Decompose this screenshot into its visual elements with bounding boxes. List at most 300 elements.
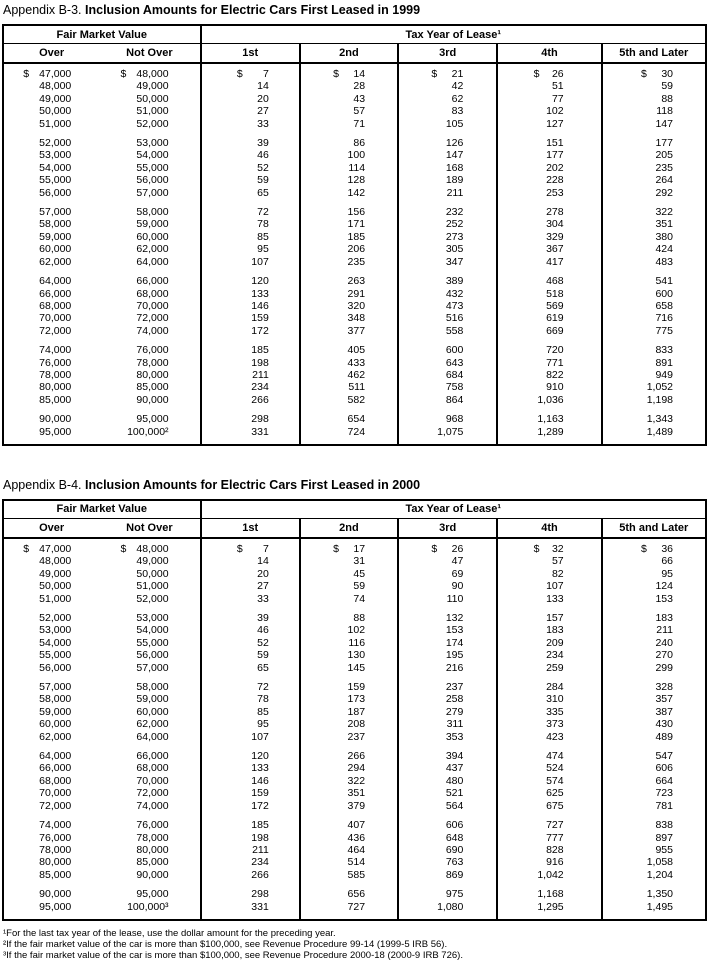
- cell-value: 771: [546, 356, 564, 369]
- cell-value: 72,000: [136, 787, 169, 800]
- cell-value: 65: [257, 186, 269, 199]
- cell: [3, 812, 99, 831]
- cell: [3, 706, 99, 718]
- cell: [398, 856, 497, 868]
- cell: [3, 187, 99, 199]
- cell: [99, 268, 200, 287]
- cell: [300, 800, 398, 812]
- cell-value: 59,000: [39, 230, 72, 243]
- cell-value: 208: [347, 718, 366, 731]
- cell-value: 822: [546, 368, 564, 381]
- dollar-sign: $: [641, 68, 647, 80]
- cell: [602, 731, 706, 743]
- cell: [3, 856, 99, 868]
- table-row: [3, 268, 706, 287]
- cell: [602, 357, 706, 369]
- cell-value: 59: [257, 174, 269, 187]
- cell: [300, 426, 398, 445]
- cell-value: 237: [445, 681, 464, 694]
- cell: [398, 63, 497, 80]
- cell: [398, 731, 497, 743]
- cell-value: 51,000: [39, 117, 72, 130]
- cell: [602, 105, 706, 117]
- cell: [300, 869, 398, 881]
- cell: [201, 118, 300, 130]
- cell: [497, 231, 601, 243]
- cell-value: 189: [445, 174, 464, 187]
- cell-value: 237: [347, 730, 366, 743]
- cell-value: 74,000: [136, 324, 169, 337]
- cell-value: 55,000: [136, 636, 169, 649]
- cell: [201, 580, 300, 592]
- cell: [201, 199, 300, 218]
- cell: [398, 381, 497, 393]
- cell: [3, 256, 99, 268]
- cell-value: 147: [445, 149, 464, 162]
- cell-value: 351: [347, 787, 366, 800]
- cell: [99, 406, 200, 425]
- cell-value: 558: [445, 324, 464, 337]
- cell: [602, 426, 706, 445]
- cell: [3, 406, 99, 425]
- cell-value: 432: [445, 287, 464, 300]
- cell-value: 45: [353, 567, 366, 580]
- cell: [201, 218, 300, 230]
- cell-value: 234: [251, 381, 269, 394]
- cell-value: 50,000: [39, 105, 72, 118]
- cell-value: 202: [546, 161, 564, 174]
- cell: [99, 300, 200, 312]
- table-row: [3, 369, 706, 381]
- table-body: [3, 538, 706, 920]
- cell: [201, 637, 300, 649]
- table-row: [3, 832, 706, 844]
- cell-value: 17: [353, 542, 366, 555]
- cell-value: 51,000: [39, 592, 72, 605]
- cell-value: 74,000: [39, 819, 72, 832]
- cell: [300, 812, 398, 831]
- cell: [300, 706, 398, 718]
- cell: [201, 312, 300, 324]
- cell: [201, 812, 300, 831]
- dollar-sign: $: [431, 68, 438, 80]
- cell-value: 55,000: [39, 649, 72, 662]
- cell-value: 80,000: [39, 381, 72, 394]
- cell: [201, 63, 300, 80]
- cell: [602, 268, 706, 287]
- cell: [497, 288, 601, 300]
- cell-value: 52,000: [136, 117, 169, 130]
- cell: [99, 624, 200, 636]
- cell-value: 133: [251, 762, 269, 775]
- cell-value: 52,000: [136, 592, 169, 605]
- cell: [99, 856, 200, 868]
- cell: [602, 174, 706, 186]
- cell: [300, 80, 398, 92]
- cell-value: 42: [451, 80, 464, 93]
- cell-value: 49,000: [39, 92, 72, 105]
- cell-value: 1,042: [537, 868, 564, 881]
- table-row: [3, 580, 706, 592]
- cell: [398, 624, 497, 636]
- cell-value: 864: [445, 393, 464, 406]
- cell-value: 62,000: [136, 243, 169, 256]
- cell-value: 320: [347, 299, 366, 312]
- cell: [300, 199, 398, 218]
- cell-value: 173: [347, 693, 366, 706]
- cell-value: 724: [347, 425, 366, 438]
- cell: [497, 80, 601, 92]
- cell: [99, 637, 200, 649]
- cell-value: 66,000: [136, 750, 169, 763]
- cell: [3, 357, 99, 369]
- cell: [201, 662, 300, 674]
- cell: [602, 369, 706, 381]
- dollar-sign: $: [23, 542, 30, 555]
- cell: [497, 637, 601, 649]
- cell-value: 95,000: [136, 413, 169, 426]
- cell: [300, 325, 398, 337]
- cell: [497, 312, 601, 324]
- cell-value: 216: [445, 661, 464, 674]
- cell: [497, 624, 601, 636]
- cell: [602, 901, 706, 920]
- cell-value: 39: [257, 137, 269, 150]
- cell: [398, 693, 497, 705]
- cell-value: 27: [257, 105, 269, 118]
- cell-value: 62,000: [136, 718, 169, 731]
- cell: [99, 426, 200, 445]
- cell: [398, 218, 497, 230]
- cell: [602, 187, 706, 199]
- cell-value: 1,036: [537, 393, 564, 406]
- cell: [497, 580, 601, 592]
- cell-value: 394: [445, 750, 464, 763]
- cell-value: 70,000: [39, 787, 72, 800]
- col-header-5th: 5th and Later: [602, 518, 706, 538]
- cell-value: 60,000: [136, 230, 169, 243]
- cell-value: 353: [445, 730, 464, 743]
- cell: [300, 881, 398, 900]
- cell: [398, 187, 497, 199]
- cell-value: 516: [445, 312, 464, 325]
- cell-value: 90,000: [136, 868, 169, 881]
- cell: [201, 300, 300, 312]
- cell-value: 54,000: [39, 636, 72, 649]
- cell-value: 30: [661, 68, 673, 80]
- cell-value: 1,075: [437, 425, 464, 438]
- cell: [300, 731, 398, 743]
- cell: [497, 268, 601, 287]
- cell-value: 474: [546, 750, 564, 763]
- cell: [99, 256, 200, 268]
- cell-value: 177: [655, 137, 673, 150]
- cell: [300, 162, 398, 174]
- cell-value: 168: [445, 161, 464, 174]
- cell-value: 49,000: [136, 555, 169, 568]
- cell: [602, 869, 706, 881]
- cell-value: 329: [546, 230, 564, 243]
- footnote-3: ³If the fair market value of the car is more than $100,000, see Revenue Procedure 2000-18 (2000-9 IRB 726).: [3, 949, 463, 961]
- cell-value: 763: [445, 856, 464, 869]
- cell-value: 86: [353, 137, 366, 150]
- cell: [201, 288, 300, 300]
- cell: [201, 426, 300, 445]
- cell-value: 49,000: [136, 80, 169, 93]
- cell-value: 50,000: [136, 92, 169, 105]
- cell-value: 145: [347, 661, 366, 674]
- cell: [497, 869, 601, 881]
- cell-value: 379: [347, 799, 366, 812]
- cell-value: 436: [347, 831, 366, 844]
- cell-value: 56,000: [39, 661, 72, 674]
- cell: [3, 881, 99, 900]
- cell-value: 1,163: [537, 413, 564, 426]
- cell: [602, 381, 706, 393]
- cell-value: 59: [353, 580, 366, 593]
- cell: [497, 357, 601, 369]
- col-header-1st: 1st: [201, 44, 300, 64]
- cell: [201, 369, 300, 381]
- cell: [398, 800, 497, 812]
- cell: [497, 256, 601, 268]
- table-row: [3, 787, 706, 799]
- table-row: [3, 162, 706, 174]
- cell-value: 72: [257, 206, 269, 219]
- cell: [497, 105, 601, 117]
- cell-value: 310: [546, 693, 564, 706]
- cell-value: 357: [655, 693, 673, 706]
- cell: [201, 706, 300, 718]
- cell-value: 187: [347, 705, 366, 718]
- col-header-not-over: Not Over: [99, 518, 200, 538]
- tax-year-header: Tax Year of Lease¹: [201, 500, 706, 519]
- cell: [398, 605, 497, 624]
- cell-value: 130: [347, 649, 366, 662]
- cell: [398, 812, 497, 831]
- cell: [201, 406, 300, 425]
- cell: [300, 93, 398, 105]
- cell: [300, 118, 398, 130]
- cell: [497, 718, 601, 730]
- cell: [3, 593, 99, 605]
- cell: [300, 743, 398, 762]
- table-row: [3, 80, 706, 92]
- cell-value: 211: [252, 843, 269, 856]
- cell-value: 564: [445, 799, 464, 812]
- cell: [201, 787, 300, 799]
- cell-value: 51: [551, 80, 564, 93]
- cell-value: 88: [353, 612, 366, 624]
- cell-value: 57,000: [136, 186, 169, 199]
- cell: [300, 593, 398, 605]
- cell: [602, 649, 706, 661]
- cell-value: 33: [257, 117, 269, 130]
- cell: [602, 762, 706, 774]
- cell-value: 305: [445, 243, 464, 256]
- cell-value: 83: [451, 105, 464, 118]
- cell: [201, 325, 300, 337]
- cell-value: 304: [546, 218, 564, 231]
- cell: [99, 743, 200, 762]
- dollar-sign: $: [236, 542, 243, 555]
- cell: [3, 337, 99, 356]
- cell: [300, 718, 398, 730]
- cell-value: 464: [347, 843, 366, 856]
- cell-value: 234: [251, 856, 269, 869]
- cell: [300, 149, 398, 161]
- cell: [99, 187, 200, 199]
- cell: [398, 312, 497, 324]
- cell-value: 95: [257, 718, 269, 731]
- cell: [3, 381, 99, 393]
- cell-value: 68,000: [136, 762, 169, 775]
- cell-value: 90: [451, 580, 464, 593]
- cell-value: 177: [546, 149, 564, 162]
- col-header-3rd: 3rd: [398, 44, 497, 64]
- table-row: [3, 775, 706, 787]
- cell-value: 159: [251, 787, 269, 800]
- cell: [99, 718, 200, 730]
- cell-value: 48,000: [39, 80, 72, 93]
- cell-value: 206: [347, 243, 366, 256]
- cell: [398, 662, 497, 674]
- cell: [99, 775, 200, 787]
- cell-value: 82: [551, 567, 564, 580]
- cell-value: 47: [451, 555, 464, 568]
- cell: [3, 312, 99, 324]
- cell: [398, 637, 497, 649]
- cell-value: 62: [451, 92, 464, 105]
- cell-value: 473: [445, 299, 464, 312]
- cell: [201, 869, 300, 881]
- cell-value: 273: [445, 230, 464, 243]
- cell-value: 424: [655, 243, 673, 256]
- cell: [497, 706, 601, 718]
- cell-value: 127: [546, 117, 564, 130]
- cell: [99, 357, 200, 369]
- cell: [497, 174, 601, 186]
- cell: [602, 856, 706, 868]
- cell: [201, 856, 300, 868]
- cell-value: 14: [257, 555, 269, 568]
- cell-value: 278: [546, 206, 564, 219]
- cell: [602, 406, 706, 425]
- appendix-b4-section: [2, 478, 721, 921]
- cell: [398, 844, 497, 856]
- cell: [201, 743, 300, 762]
- cell: [3, 869, 99, 881]
- cell: [398, 593, 497, 605]
- cell: [99, 162, 200, 174]
- cell-value: 90,000: [136, 393, 169, 406]
- cell: [99, 312, 200, 324]
- cell-value: 72: [257, 681, 269, 694]
- cell-value: 292: [655, 186, 673, 199]
- cell: [99, 593, 200, 605]
- cell: [99, 394, 200, 406]
- table-row: [3, 662, 706, 674]
- table-row: [3, 63, 706, 80]
- cell-value: 80,000: [136, 368, 169, 381]
- cell-value: 916: [546, 856, 564, 869]
- cell-value: 57: [551, 555, 564, 568]
- cell: [99, 869, 200, 881]
- cell: [300, 762, 398, 774]
- cell: [201, 174, 300, 186]
- cell: [602, 624, 706, 636]
- table-row: [3, 218, 706, 230]
- cell-value: 949: [655, 368, 673, 381]
- cell: [497, 605, 601, 624]
- cell-value: 574: [546, 774, 564, 787]
- cell: [3, 637, 99, 649]
- cell: [398, 832, 497, 844]
- cell-value: 171: [347, 218, 366, 231]
- cell: [201, 844, 300, 856]
- cell: [201, 718, 300, 730]
- cell-value: 85,000: [136, 856, 169, 869]
- table-row: [3, 706, 706, 718]
- cell-value: 279: [445, 705, 464, 718]
- cell: [99, 800, 200, 812]
- cell-value: 59,000: [136, 693, 169, 706]
- cell-value: 172: [251, 799, 269, 812]
- cell: [3, 718, 99, 730]
- cell: [497, 674, 601, 693]
- cell: [398, 743, 497, 762]
- cell: [398, 775, 497, 787]
- cell: [201, 881, 300, 900]
- cell: [398, 555, 497, 567]
- title-main: Inclusion Amounts for Electric Cars First Leased in 1999: [85, 3, 421, 17]
- cell: [3, 288, 99, 300]
- cell: [497, 337, 601, 356]
- cell: [398, 118, 497, 130]
- cell: [300, 337, 398, 356]
- cell: [201, 357, 300, 369]
- col-header-4th: 4th: [497, 518, 601, 538]
- cell-value: 430: [655, 718, 673, 731]
- cell-value: 110: [446, 592, 464, 605]
- cell: [201, 538, 300, 555]
- cell: [201, 605, 300, 624]
- cell: [3, 538, 99, 555]
- cell-value: 58,000: [136, 206, 169, 219]
- cell-value: 120: [251, 275, 269, 288]
- cell: [398, 149, 497, 161]
- cell-value: 49,000: [39, 567, 72, 580]
- cell: [398, 369, 497, 381]
- cell: [497, 731, 601, 743]
- cell-value: 7: [262, 68, 269, 80]
- cell-value: 331: [251, 425, 269, 438]
- table-row: [3, 288, 706, 300]
- cell: [300, 406, 398, 425]
- cell-value: 68,000: [136, 287, 169, 300]
- cell-value: 52: [257, 636, 269, 649]
- cell: [602, 662, 706, 674]
- cell-value: 777: [546, 831, 564, 844]
- table-row: [3, 649, 706, 661]
- cell: [398, 337, 497, 356]
- cell: [300, 312, 398, 324]
- cell: [201, 800, 300, 812]
- cell-value: 78,000: [39, 368, 72, 381]
- cell: [99, 762, 200, 774]
- cell: [497, 568, 601, 580]
- table-row: [3, 406, 706, 425]
